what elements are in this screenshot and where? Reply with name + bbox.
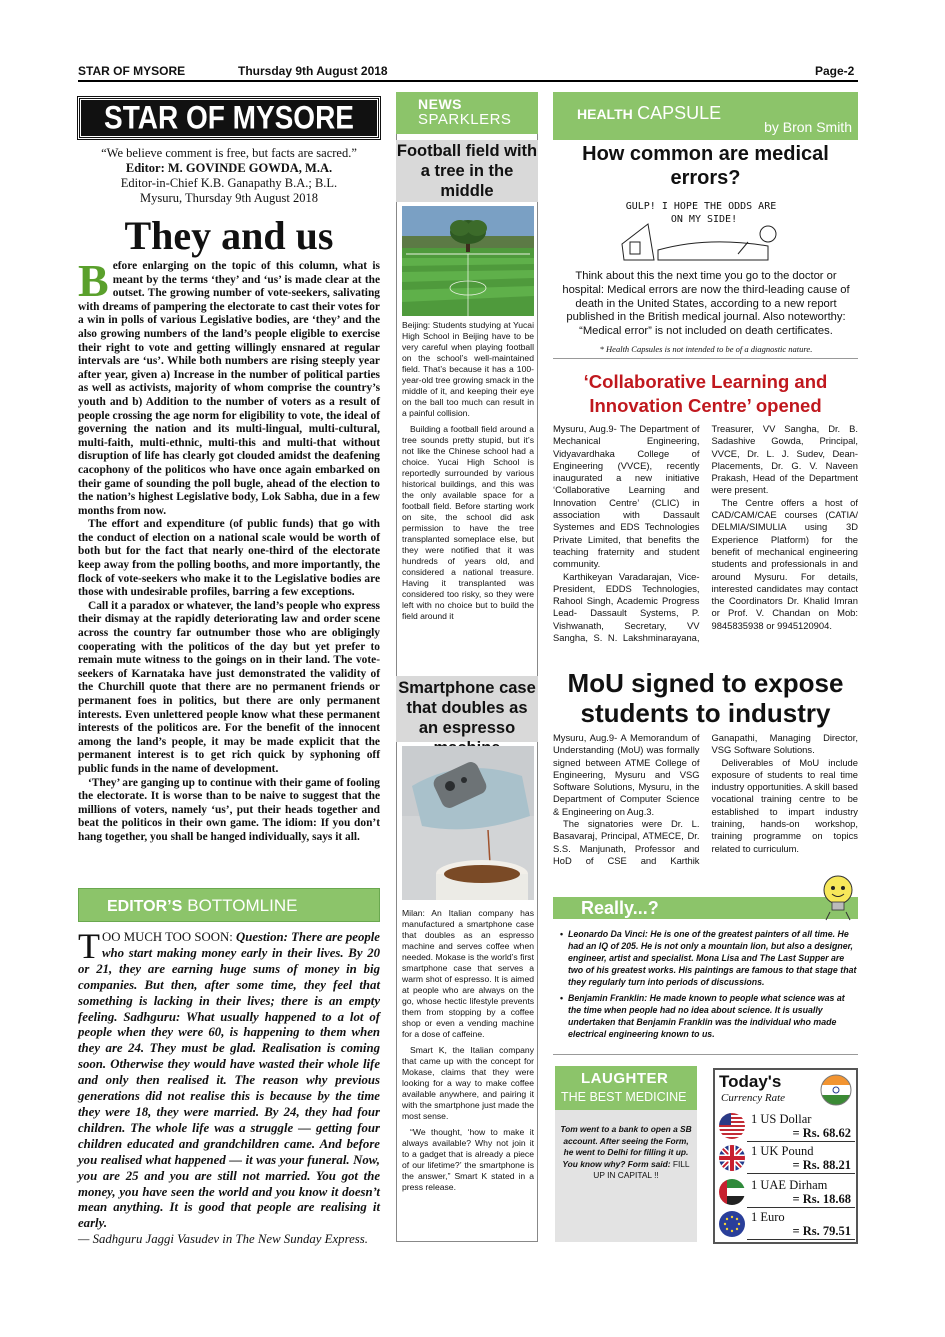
laughter-banner: LAUGHTER THE BEST MEDICINE (555, 1066, 697, 1110)
header-rule (78, 80, 858, 82)
uae-flag-icon (719, 1179, 745, 1205)
health-byline: by Bron Smith (764, 119, 852, 135)
paper-name: STAR OF MYSORE (78, 64, 186, 78)
mou-headline: MoU signed to expose students to industry (567, 668, 844, 728)
espresso-case-photo (402, 746, 534, 900)
really-item: • Benjamin Franklin: He made known to people what science was at the time when people had no idea about science. It is usually undertaken that Benjamin Franklin was the individual who made electrical engineering known to us. (560, 992, 858, 1040)
clic-headline: ‘Collaborative Learning and Innovation Centre’ opened (583, 371, 828, 416)
currency-row (717, 1178, 855, 1208)
currency-name: 1 US Dollar (751, 1112, 812, 1126)
story-paragraph: Milan: An Italian company has manufactured a smartphone case that doubles as an espresso machine and serves coffee when needed. Mokase is the world’s first smartphone case that serves a warm shot of espresso. It is aimed at people who are always on the go, whose hectic lifestyle prevents them from stopping by a coffee shop or even a vending machine for a dose of caffeine. (402, 908, 534, 1039)
drop-cap: T (78, 926, 100, 966)
currency-rate: = Rs. 88.21 (792, 1158, 851, 1172)
story-title-espresso: Smartphone case that doubles as an espresso (396, 676, 538, 742)
bottomline-text: Question: There are people who start making money early in their lives. By 20 or 21, they are earning huge sums of money in big companies. But then, after some time, they feel that something is lacking in their lives; there is an empty feeling. Sadhguru: What usually happened to a lot of people when they were 60, is happening to them when they are 24. They must be glad. Realisation is coming soon. Otherwise they would have wasted their whole life and only then realised it. The reason why previous generations did not realise this is because by the time they were 18, they were married. By 24, they had four children. The whole life was a struggle — getting four children educated and grandchildren came. And before you realised what happened — it was your funeral. Now, you are 25 and you are still not married. You got the money, you have seen the world and you know it doesn’t mean anything. It is good that people are realising it early. (78, 930, 380, 1231)
mou-paragraph: Deliverables of MoU include exposure of students to real time industry opportunities. A skill based vocational training centre to be established to impart industry training, hands-on workshop, training programme on topics related to curriculum. (711, 756, 858, 854)
editorial-paragraph: The effort and expenditure (of public funds) that go with the conduct of election on a national scale would be worth of both but for the fact that nearly one-third of the electorate keep away from the polling booths, and more importantly, the flock of vote-seekers who make it to the Legislative bodies are those with undesirable profiles, barring a few exceptions. (78, 518, 380, 599)
drop-cap: B (78, 255, 109, 306)
india-flag-icon (820, 1074, 852, 1106)
currency-rate: = Rs. 79.51 (792, 1224, 851, 1238)
clic-body (553, 423, 858, 659)
story-body-football (402, 320, 534, 622)
bottomline-banner: EDITOR’S BOTTOMLINE (78, 888, 380, 922)
story-paragraph: “We thought, ‘how to make it always available? Why not join it to a gadget that is already a piece of our lifetime?’ the smartphone is the answer,” Smart K stated in a press release. (402, 1127, 534, 1192)
editorial-paragraph: ‘They’ are ganging up to continue with their game of fooling the electorate. It is worse than to be naive to suggest that the millions of voters, namely ‘us’, put their heads together and beat the politicos in their own game. The idiom: If you don’t hang together, you shall be hanged individually, says it all. (78, 776, 380, 843)
lightbulb-icon (818, 872, 858, 922)
editorial-masthead: STAR OF MYSORE (78, 97, 380, 139)
health-capsule-banner: HEALTH CAPSULE by Bron Smith (553, 92, 858, 140)
currency-rate: = Rs. 18.68 (792, 1192, 851, 1206)
story-paragraph: Smart K, the Italian company that came up with the concept for Mokase, claims that they were looking for a way to make coffee available anywhere, and pairing it with the smartphone just made the most sense. (402, 1045, 534, 1121)
joke-text: Tom went to a bank to open a SB account. After seeing the Form, he went to Delhi for filling it up. You know why? Form said: (560, 1124, 692, 1169)
story-paragraph: Beijing: Students studying at Yucai High School in Beijing have to be very careful when playing football on the school’s well-maintained field. That’s because it has a 100-year-old tree growing smack in the middle of it, and keeping their eye on the ball too much can result in a painful collision. (402, 320, 534, 418)
currency-row (717, 1210, 855, 1240)
story-title-football: Football field with a tree in the middle (396, 142, 538, 200)
football-field-photo (402, 206, 534, 316)
story-body-espresso (402, 908, 534, 1193)
editorial-headline: They and us (124, 213, 334, 258)
cartoon-caption: GULP! I HOPE THE ODDS ARE ON MY SIDE! (625, 201, 777, 225)
currency-title: Today's (719, 1072, 782, 1091)
section-divider (553, 1054, 858, 1055)
clic-paragraph: Karthikeyan Varadarajan, Vice-President, EDDS Technologies, Rahool Singh, Academic Progress Lead- Dassault Systems, P. Vishwanath, Secretary, VV Sangha, S. N. Lakshminarayana, Treasurer, VV Sangha, Dr. B. Sadashive Gowda, Principal, VVCE, Dr. L. J. Sudev, Dean-Placements, Dr. G. V. Naveen Prakash, Head of the Department were present. (553, 423, 858, 644)
page-number: Page-2 (815, 64, 855, 78)
editorial-paragraph: efore enlarging on the topic of this column, what is meant by the terms ‘they’ and ‘us’ is made clear at the outset. The growing number of vote-seekers, salivating with dreams of pampering the electorate to cast their votes for a win in polls of various Legislative bodies, are ‘they’ and the also growing numbers of the land’s people eligible to exercise their right to vote and getting willingly ensnared at regular intervals are ‘us’. While both numbers are rising steeply year after year, given a) Increase in the number of political parties as well as activists, majority of whom comprise the country’s youth and b) Addition to the number of voters as a result of people crossing the age norm for eligibility to vote, the ideal of governing the nation and its multi-lingual, multi-cultural, multi-faith, multi-ethnic, multi-this and multi-that without disruption of life has clearly got clouded amidst the deafening cacophony of the politicos who have once again embarked on their game of sounding the poll bugle, ahead of the election to the nation’s highest Legislative body, Lok Sabha, due in a few months from now. (78, 260, 380, 517)
motto: “We believe comment is free, but facts are sacred.” (101, 146, 357, 160)
us-flag-icon (719, 1113, 745, 1139)
uk-flag-icon (719, 1145, 745, 1171)
really-banner: Really...? (553, 897, 858, 919)
currency-subtitle: Currency Rate (721, 1092, 786, 1104)
health-cartoon (618, 194, 788, 264)
really-item: • Leonardo Da Vinci: He is one of the greatest painters of all time. He had an IQ of 205. He is not only a mountain lion, but also a designer, engineer, artist and specialist. Mona Lisa and The Last Supper are two of his greatest works. His paintings are famous to that stage that they regularly turn into periods of discussions. (560, 928, 858, 988)
mou-paragraph: Mysuru, Aug.9- A Memorandum of Understanding (MoU) was formally signed between ATME College of Engineering, Mysuru and VSG Software Solutions, Mysuru, in the Department of Computer Science & Engineering on Aug.3. (553, 732, 700, 817)
sparklers-banner: NEWS SPARKLERS (396, 92, 538, 134)
bottomline-signature: — Sadhguru Jaggi Vasudev in The New Sunday Express. (78, 1232, 368, 1247)
section-divider (553, 358, 858, 359)
mou-paragraph: The signatories were Dr. L. Basavaraj, Principal, ATMECE, Dr. S.S. Manjunath, Professor and HoD of CSE and Karthik Ganapathi, Managing Director, VSG Software Solutions. (553, 732, 858, 866)
story-paragraph: Building a football field around a tree sounds pretty stupid, but it’s not like the Chinese school had a choice. Yucai High School is reportedly surrounded by various historical buildings, and this was the only available space for a football field. Before starting work on site, the school did ask permission to have the tree transplanted someplace else, but they were notified that it was hundreds of years old, and considered a national treasure. Having it transplanted was considered too risky, so they were left with no choice but to build the field around it (402, 424, 534, 621)
currency-rate: = Rs. 68.62 (792, 1126, 851, 1140)
chief-editor-line: Editor-in-Chief K.B. Ganapathy B.A.; B.L. (120, 176, 338, 190)
editor-line: Editor: M. GOVINDE GOWDA, M.A. (125, 161, 333, 175)
currency-name: 1 Euro (751, 1210, 785, 1224)
health-disclaimer: * Health Capsules is not intended to be of a diagnostic nature. (599, 344, 813, 354)
laughter-joke (558, 1124, 694, 1182)
bottomline-body (78, 926, 380, 1248)
health-title: How common are medical errors? (582, 143, 829, 189)
health-body: Think about this the next time you go to the doctor or hospital: Medical errors are now the third-leading cause of death in the United States, according to a new report published in the British medical journal. Also noteworthy: “Medical error” is not included on death certificates. (562, 270, 850, 338)
dateline: Mysuru, Thursday 9th August 2018 (140, 191, 318, 205)
editorial-paragraph: Call it a paradox or whatever, the land’s people who express their dismay at the rapidly deteriorating law and order scene across the country far outnumber those who are obligingly cooperating with the politicos of the day but yet prefer to remain mute witness to the goings on in their land. The vote-seekers of Karnataka have just demonstrated the validity of the Churchill quote that there are no permanent friends or permanent foes in politics, but there are only permanent interests. Even unlettered people know what these permanent interests of the politicos are. For the benefit of the innocent among the land’s people, it may be made explicit that the permanent interest is to get rich quick by syphoning off public funds in the name of development. (78, 599, 380, 775)
eu-flag-icon (719, 1211, 745, 1237)
clic-paragraph: Mysuru, Aug.9- The Department of Mechanical Engineering, Vidyavardhaka College of Engineering (VVCE), recently inaugurated a new initiative ‘Collaborative Learning and Innovation Centre’ (CLIC) in association with Dassault Systemes and EDS Technologies Private Limited, that benefits the teaching fraternity and student community. (553, 423, 700, 570)
really-list (560, 928, 858, 1044)
issue-date: Thursday 9th August 2018 (238, 64, 388, 78)
joke-punchline: FILL UP IN CAPITAL !! (593, 1158, 690, 1181)
currency-name: 1 UK Pound (751, 1144, 814, 1158)
currency-row (717, 1144, 855, 1174)
clic-paragraph: The Centre offers a host of CAD/CAM/CAE courses (CATIA/ DELMIA/SIMULIA using 3D Experience Platform) for the benefit of mechanical engineering students and professionals in and around Mysuru. For details, interested candidates may contact the Coordinators Dr. Khalid Imran or Prof. V. Chandan on Mob: 9845835938 or 9945120904. (711, 496, 858, 631)
bottomline-lead: OO MUCH TOO SOON: (102, 930, 233, 944)
currency-name: 1 UAE Dirham (751, 1178, 828, 1192)
currency-row (717, 1112, 855, 1142)
editorial-body (78, 255, 380, 845)
mou-body (553, 732, 858, 886)
